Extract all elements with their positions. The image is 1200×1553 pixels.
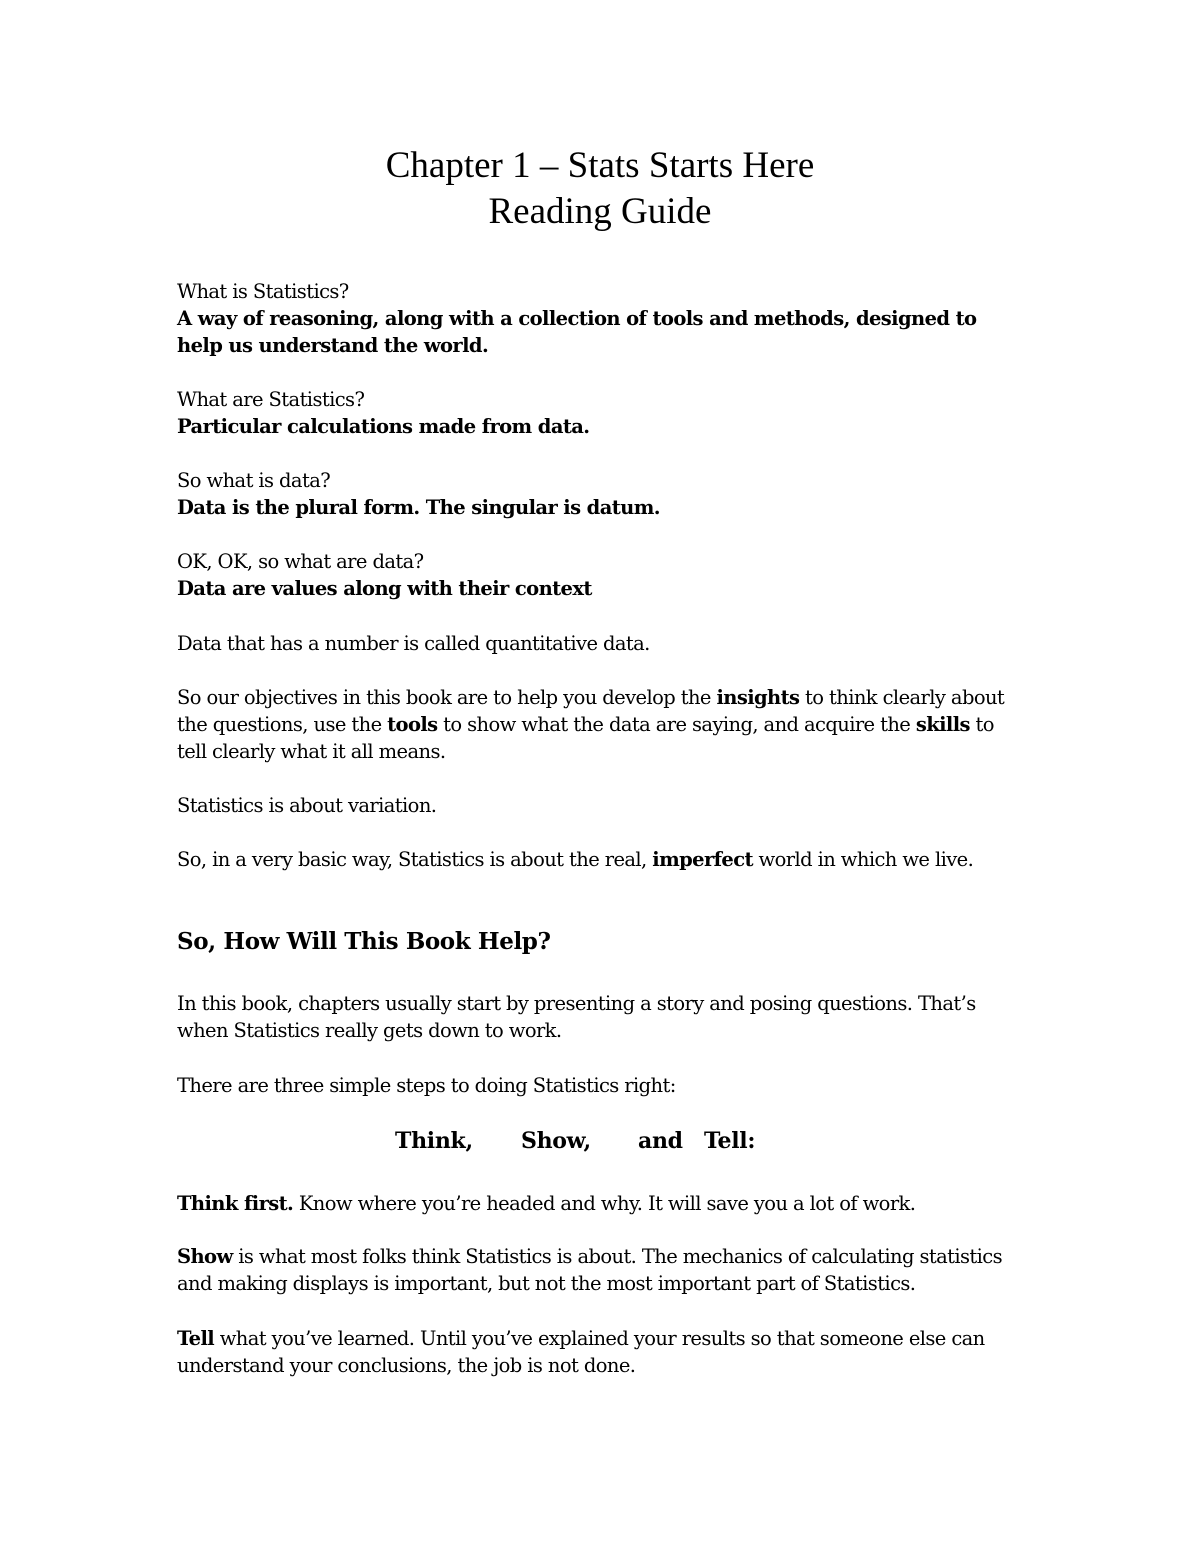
- step-think: Think,: [395, 1128, 473, 1154]
- steps-intro: [177, 1072, 1027, 1099]
- tell-text: what you’ve learned. Until you’ve explained your results so that someone else can understand your conclusions, the job is not done.: [177, 1327, 985, 1377]
- paragraph-text: There are three simple steps to doing Statistics right:: [177, 1074, 676, 1097]
- question-text: OK, OK, so what are data?: [177, 550, 424, 573]
- objectives-text-2: to think clearly about the questions, use the: [177, 686, 1005, 736]
- quantitative-note: [177, 630, 1027, 657]
- title-line-2: Reading Guide: [488, 191, 712, 232]
- paragraph-text: In this book, chapters usually start by presenting a story and posing questions. That’s when Statistics really gets down to work.: [177, 992, 976, 1042]
- show-keyword: Show: [177, 1245, 233, 1268]
- qa-block-1: [177, 278, 1027, 359]
- skills-keyword: skills: [915, 713, 970, 736]
- step-tell: Tell:: [704, 1128, 756, 1154]
- think-text: Know where you’re headed and why. It will save you a lot of work.: [293, 1192, 916, 1215]
- tell-keyword: Tell: [177, 1327, 215, 1350]
- imperfect-keyword: imperfect: [652, 848, 753, 871]
- think-paragraph: [177, 1190, 1027, 1217]
- answer-text: Particular calculations made from data.: [177, 415, 590, 438]
- question-text: What is Statistics?: [177, 280, 349, 303]
- objectives-text-3: to show what the data are saying, and acquire the: [437, 713, 916, 736]
- show-paragraph: [177, 1243, 1027, 1297]
- tell-paragraph: [177, 1325, 1027, 1379]
- qa-block-4: [177, 548, 1027, 602]
- objectives-paragraph: [177, 684, 1027, 765]
- paragraph-text: Data that has a number is called quantitative data.: [177, 632, 650, 655]
- answer-text: A way of reasoning, along with a collection of tools and methods, designed to help us understand the world.: [177, 307, 977, 357]
- question-text: So what is data?: [177, 469, 331, 492]
- imperfect-text-1: So, in a very basic way, Statistics is about the real,: [177, 848, 653, 871]
- qa-block-2: [177, 386, 1027, 440]
- answer-text: Data is the plural form. The singular is datum.: [177, 496, 660, 519]
- imperfect-paragraph: [177, 846, 1027, 873]
- show-text: is what most folks think Statistics is about. The mechanics of calculating statistics and making displays is important, but not the most important part of Statistics.: [177, 1245, 1002, 1295]
- imperfect-text-2: world in which we live.: [752, 848, 974, 871]
- title-line-1: Chapter 1 – Stats Starts Here: [385, 145, 815, 186]
- qa-block-3: [177, 467, 1027, 521]
- objectives-text-1: So our objectives in this book are to help you develop the: [177, 686, 717, 709]
- think-keyword: Think first.: [177, 1192, 294, 1215]
- intro-paragraph: [177, 990, 1027, 1044]
- objectives-text-4: to tell clearly what it all means.: [177, 713, 994, 763]
- variation-note: [177, 792, 1027, 819]
- page-title: [0, 143, 1200, 235]
- tools-keyword: tools: [387, 713, 438, 736]
- paragraph-text: Statistics is about variation.: [177, 794, 437, 817]
- question-text: What are Statistics?: [177, 388, 365, 411]
- answer-text: Data are values along with their context: [177, 577, 592, 600]
- step-show: Show,: [521, 1128, 591, 1154]
- section-heading: So, How Will This Book Help?: [177, 928, 551, 955]
- step-and: and: [638, 1128, 683, 1154]
- insights-keyword: insights: [716, 686, 800, 709]
